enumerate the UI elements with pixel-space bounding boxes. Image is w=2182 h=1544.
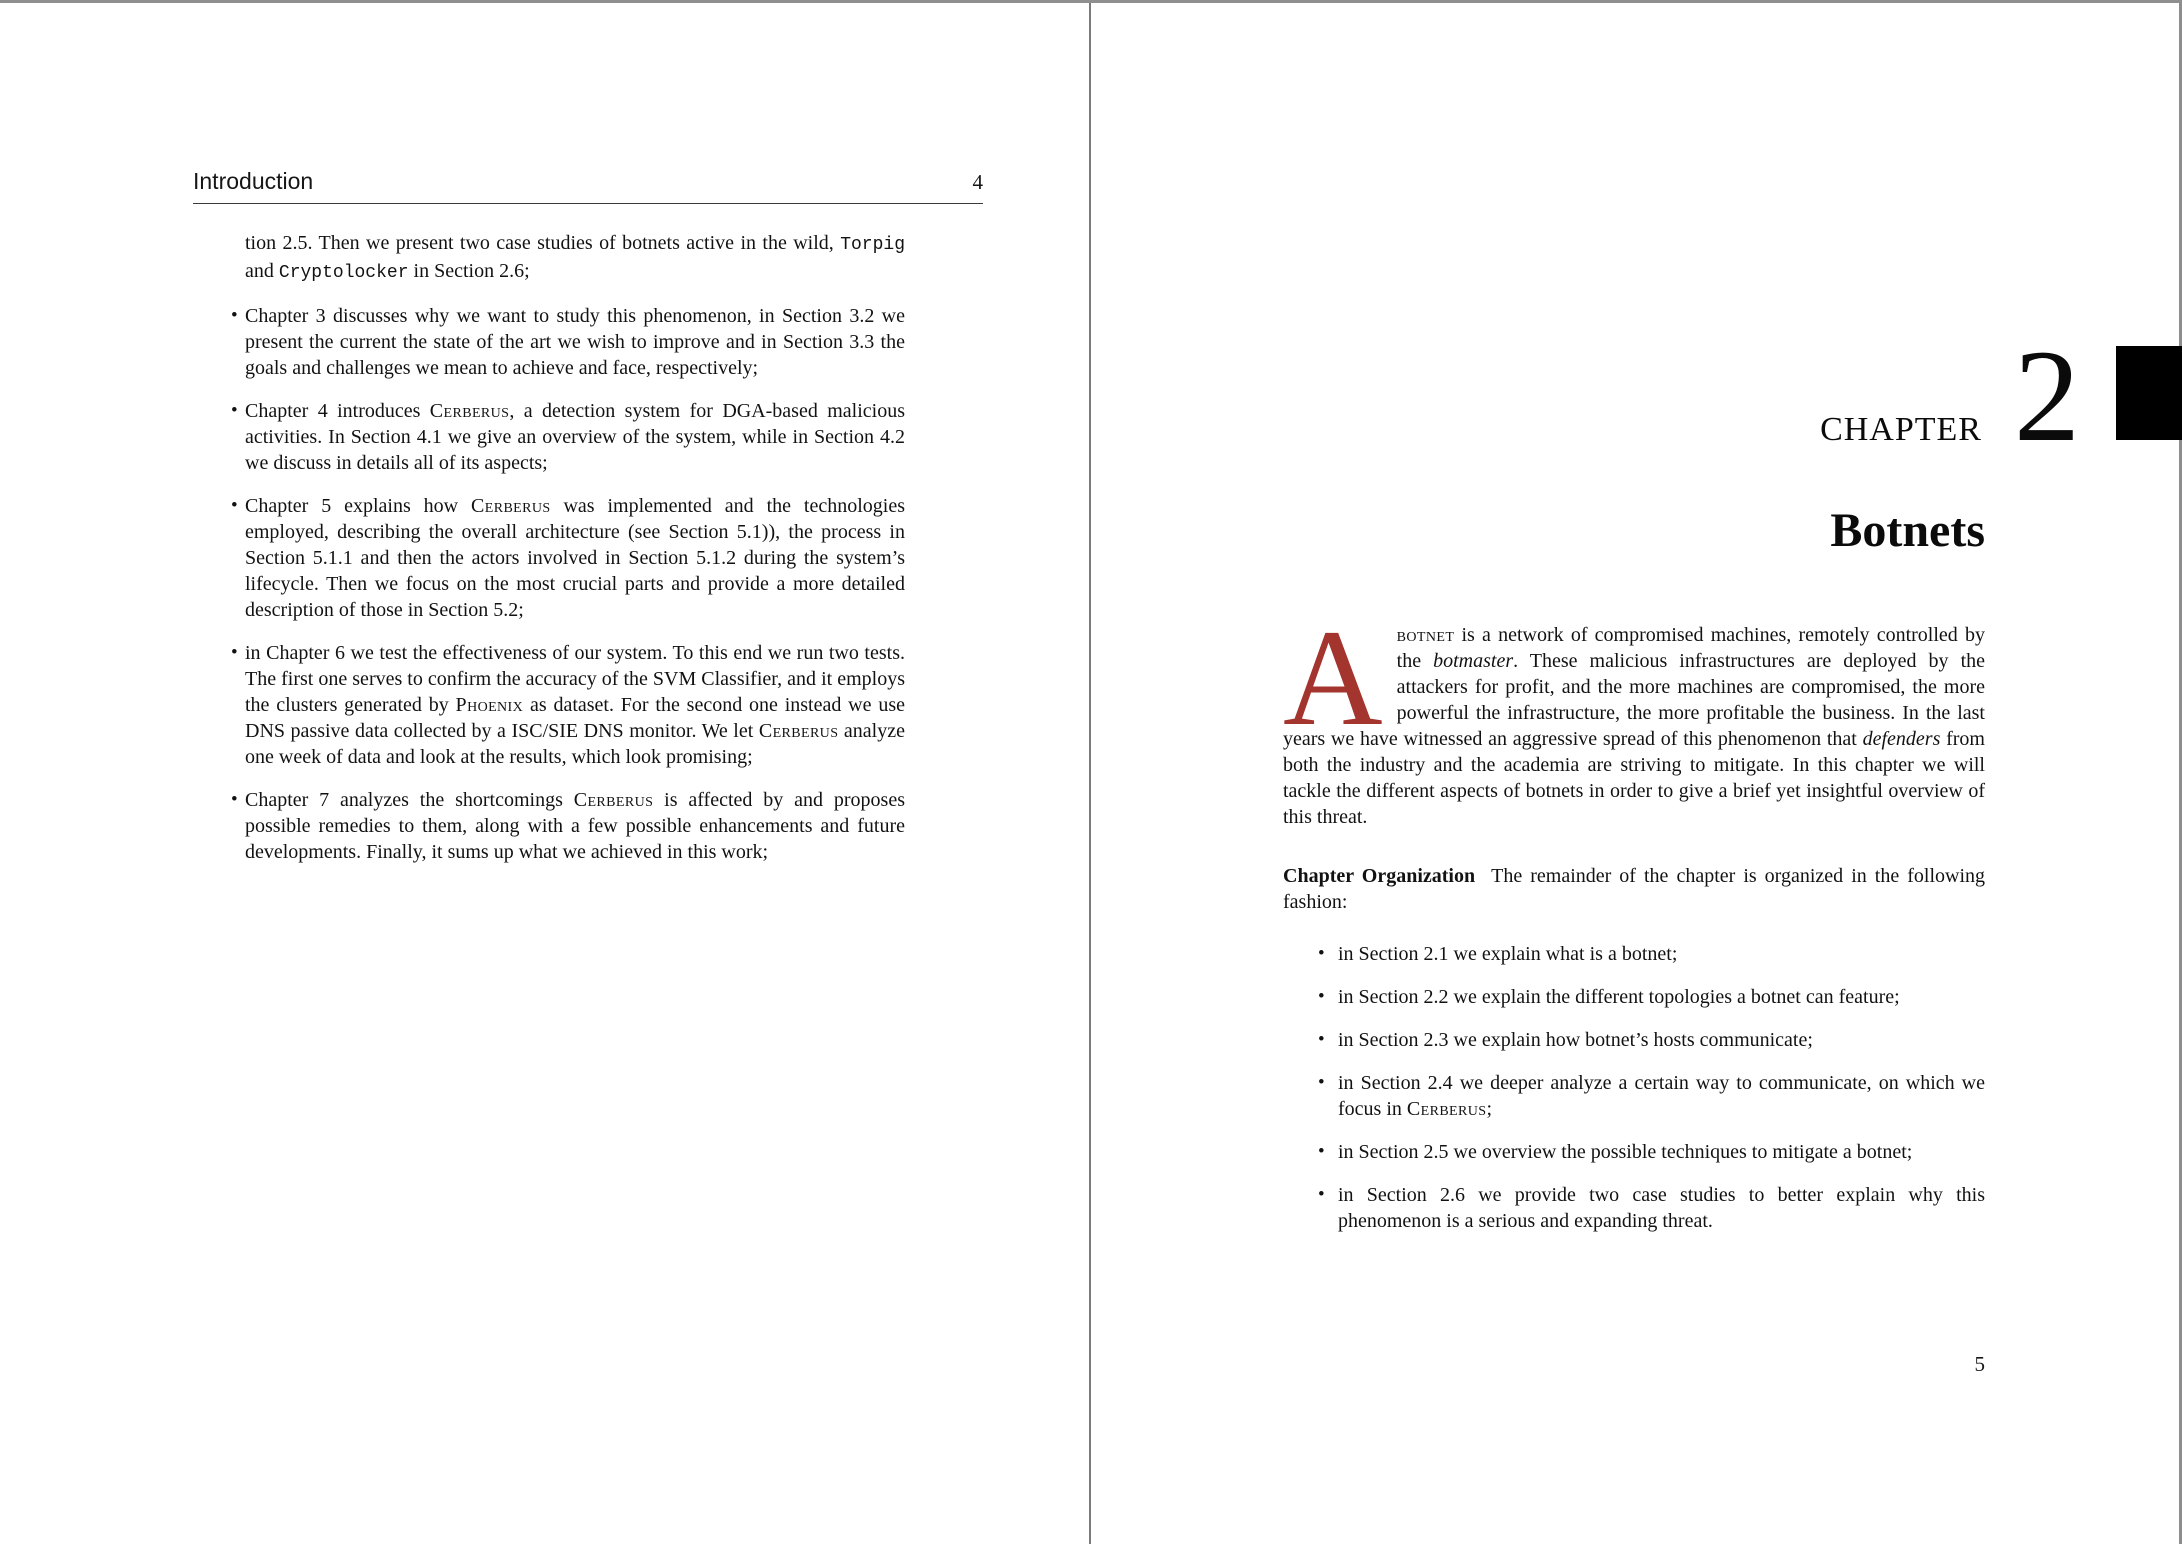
lead-paragraph-text — [1283, 601, 1986, 828]
text-segment: Chapter Organization — [1283, 865, 1476, 887]
text-segment: Chapter 4 introduces — [245, 400, 430, 422]
chapter-heading — [1820, 322, 2182, 469]
text-segment: is a network of compromised machines, remotely controlled by the — [1396, 624, 1985, 672]
text-segment: in Section 2.6 we provide two case studies to better explain why this phenomenon is a serious and expanding threat. — [1338, 1184, 1985, 1232]
text-segment: tion 2.5. Then we present two case studies of botnets active in the wild, — [245, 232, 841, 254]
list-item — [1338, 1070, 1985, 1122]
list-item — [1338, 1027, 1985, 1053]
text-segment: Chapter 7 analyzes the shortcomings — [245, 789, 574, 811]
text-segment: Cerberus — [1406, 1098, 1487, 1120]
text-segment: analyze one week of data and look at the results, which look promising; — [245, 720, 905, 768]
list-item — [245, 398, 905, 476]
text-segment: The remainder of the chapter is organized in the following fashion: — [1283, 865, 1985, 913]
organization-paragraph — [1283, 863, 1985, 915]
lead-paragraph — [1283, 601, 1986, 830]
text-segment: as dataset. For the second one instead we use DNS passive data collected by a ISC/SIE DNS monitor. We let — [245, 694, 905, 742]
text-segment: is affected by and proposes possible remedies to them, along with a few possible enhancements and future developments. Finally, it sums up what we achieved in this work; — [245, 789, 906, 863]
list-item — [245, 303, 905, 381]
chapter-decoration-block — [2116, 346, 2182, 440]
chapter-organization-list — [1283, 941, 1985, 1234]
text-segment: in Section 2.6; — [408, 260, 530, 282]
text-segment: , a detection system for DGA-based malicious activities. In Section 4.1 we give an overview of the system, while in Section 4.2 we discuss in details all of its aspects; — [245, 400, 905, 474]
page-divider — [1089, 0, 1091, 1544]
text-segment: defenders — [1862, 728, 1941, 750]
chapter-title: Botnets — [1830, 504, 1985, 557]
text-segment: in Section 2.1 we explain what is a botnet; — [1338, 943, 1678, 965]
text-segment: Cryptolocker — [278, 263, 409, 283]
paragraph-continuation — [245, 230, 905, 286]
text-segment: botnet — [1396, 624, 1455, 646]
page-left — [0, 0, 1089, 1544]
running-header — [193, 168, 983, 204]
text-segment: was implemented and the technologies employed, describing the overall architecture (see Section 5.1)), the process in Section 5.1.1 and then the actors involved in Section 5.1.2 during the system’s lifecycle. Then we focus on the most crucial parts and provide a more detailed description of those in Section 5.2; — [245, 495, 905, 621]
list-item — [1338, 984, 1985, 1010]
text-segment: in Section 2.5 we overview the possible techniques to mitigate a botnet; — [1338, 1141, 1913, 1163]
text-segment: Cerberus — [573, 789, 654, 811]
page-number: 5 — [1974, 1352, 1985, 1376]
text-segment: in Section 2.2 we explain the different topologies a botnet can feature; — [1338, 986, 1900, 1008]
text-segment: in Chapter 6 we test the effectiveness of our system. To this end we run two tests. The first one serves to confirm the accuracy of the SVM Classifier, and it employs the clusters generated by — [245, 642, 905, 716]
list-item — [245, 787, 905, 865]
list-item — [1338, 941, 1985, 967]
list-item — [1338, 1139, 1985, 1165]
running-header-title: Introduction — [193, 168, 314, 194]
list-item — [1338, 1182, 1985, 1234]
text-segment: botmaster — [1433, 650, 1514, 672]
text-segment: Cerberus — [758, 720, 839, 742]
text-segment: from both the industry and the academia are striving to mitigate. In this chapter we will tackle the different aspects of botnets in order to give a brief yet insightful overview of this threat. — [1283, 728, 1985, 828]
text-segment: Chapter 5 explains how — [245, 495, 472, 517]
text-segment: Torpig — [840, 235, 905, 255]
text-segment: and — [245, 260, 279, 282]
dropcap-letter: A — [1283, 601, 1383, 754]
text-segment: ; — [1486, 1098, 1493, 1120]
list-item — [245, 493, 905, 623]
text-segment: Chapter 3 discusses why we want to study this phenomenon, in Section 3.2 we present the current the state of the art we wish to improve and in Section 3.3 the goals and challenges we mean to achieve and face, respectively; — [245, 305, 905, 379]
text-segment: in Section 2.3 we explain how botnet’s hosts communicate; — [1338, 1029, 1813, 1051]
list-item — [245, 640, 905, 770]
text-segment: Cerberus — [471, 495, 551, 517]
viewer-top-edge — [0, 0, 2182, 3]
chapter-label: CHAPTER — [1820, 411, 1982, 448]
page-right — [1091, 0, 2182, 1544]
text-segment: . These malicious infrastructures are deployed by the attackers for profit, and the more machines are compromised, the more powerful the infrastructure, the more profitable the business. In the last years we have witnessed an aggressive spread of this phenomenon that — [1283, 650, 1986, 750]
text-segment: Phoenix — [455, 694, 524, 716]
left-page-body — [245, 230, 905, 882]
text-segment: in Section 2.4 we deeper analyze a certain way to communicate, on which we focus in — [1338, 1072, 1985, 1120]
running-header-page-number: 4 — [972, 170, 983, 194]
chapter-summary-list — [245, 303, 905, 865]
chapter-number: 2 — [2014, 322, 2080, 469]
text-segment: Cerberus — [429, 400, 510, 422]
right-page-body — [1283, 601, 1986, 1251]
